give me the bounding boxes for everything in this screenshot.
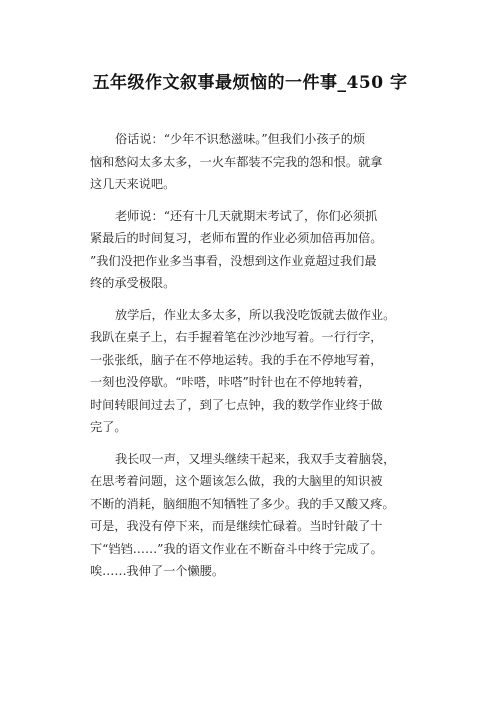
text-line: 这几天来说吧。 bbox=[90, 177, 176, 191]
paragraph-4 bbox=[90, 448, 430, 583]
text-line: 完了。 bbox=[90, 420, 127, 434]
text-line: 俗话说：“少年不识愁滋味。”但我们小孩子的烦 bbox=[115, 132, 366, 146]
paragraph-1 bbox=[90, 128, 430, 196]
text-line: 可是，我没有停下来，而是继续忙碌着。当时针敲了十 bbox=[90, 519, 383, 533]
text-line: 唉……我伸了一个懒腰。 bbox=[90, 564, 225, 578]
text-line: 恼和愁闷太多太多，一火车都装不完我的怨和恨。就拿 bbox=[90, 154, 383, 169]
paragraph-3 bbox=[90, 304, 430, 439]
text-line: 不断的消耗，脑细胞不知牺牲了多少。我的手又酸又疼。 bbox=[90, 496, 395, 511]
text-line: 我长叹一声，又埋头继续干起来，我双手支着脑袋， bbox=[115, 451, 396, 466]
text-line: 时间转眼间过去了，到了七点钟，我的数学作业终于做 bbox=[90, 397, 383, 412]
document-title: 五年级作文叙事最烦恼的一件事_450 字 bbox=[92, 73, 408, 93]
text-line: 一张张纸，脑子在不停地运转。我的手在不停地写着， bbox=[90, 352, 383, 367]
text-line: 终的承受极限。 bbox=[90, 276, 176, 290]
text-line: 在思考着问题，这个题该怎么做，我的大脑里的知识被 bbox=[90, 474, 383, 488]
text-line: 下“铛铛……”我的语文作业在不断奋斗中终于完成了。 bbox=[90, 541, 383, 556]
paragraph-2 bbox=[90, 205, 430, 295]
text-line: 紧最后的时间复习，老师布置的作业必须加倍再加倍。 bbox=[90, 231, 383, 245]
text-line: 一刻也没停歇。“咔嗒，咔嗒”时针也在不停地转着， bbox=[90, 375, 371, 389]
document-body bbox=[90, 128, 430, 592]
text-line: ”我们没把作业多当事看，没想到这作业竟超过我们最 bbox=[90, 253, 377, 268]
text-line: 放学后，作业太多太多，所以我没吃饭就去做作业。 bbox=[115, 307, 396, 322]
text-line: 我趴在桌子上，右手握着笔在沙沙地写着。一行行字， bbox=[90, 330, 383, 344]
text-line: 老师说：“还有十几天就期末考试了，你们必须抓 bbox=[115, 208, 378, 223]
